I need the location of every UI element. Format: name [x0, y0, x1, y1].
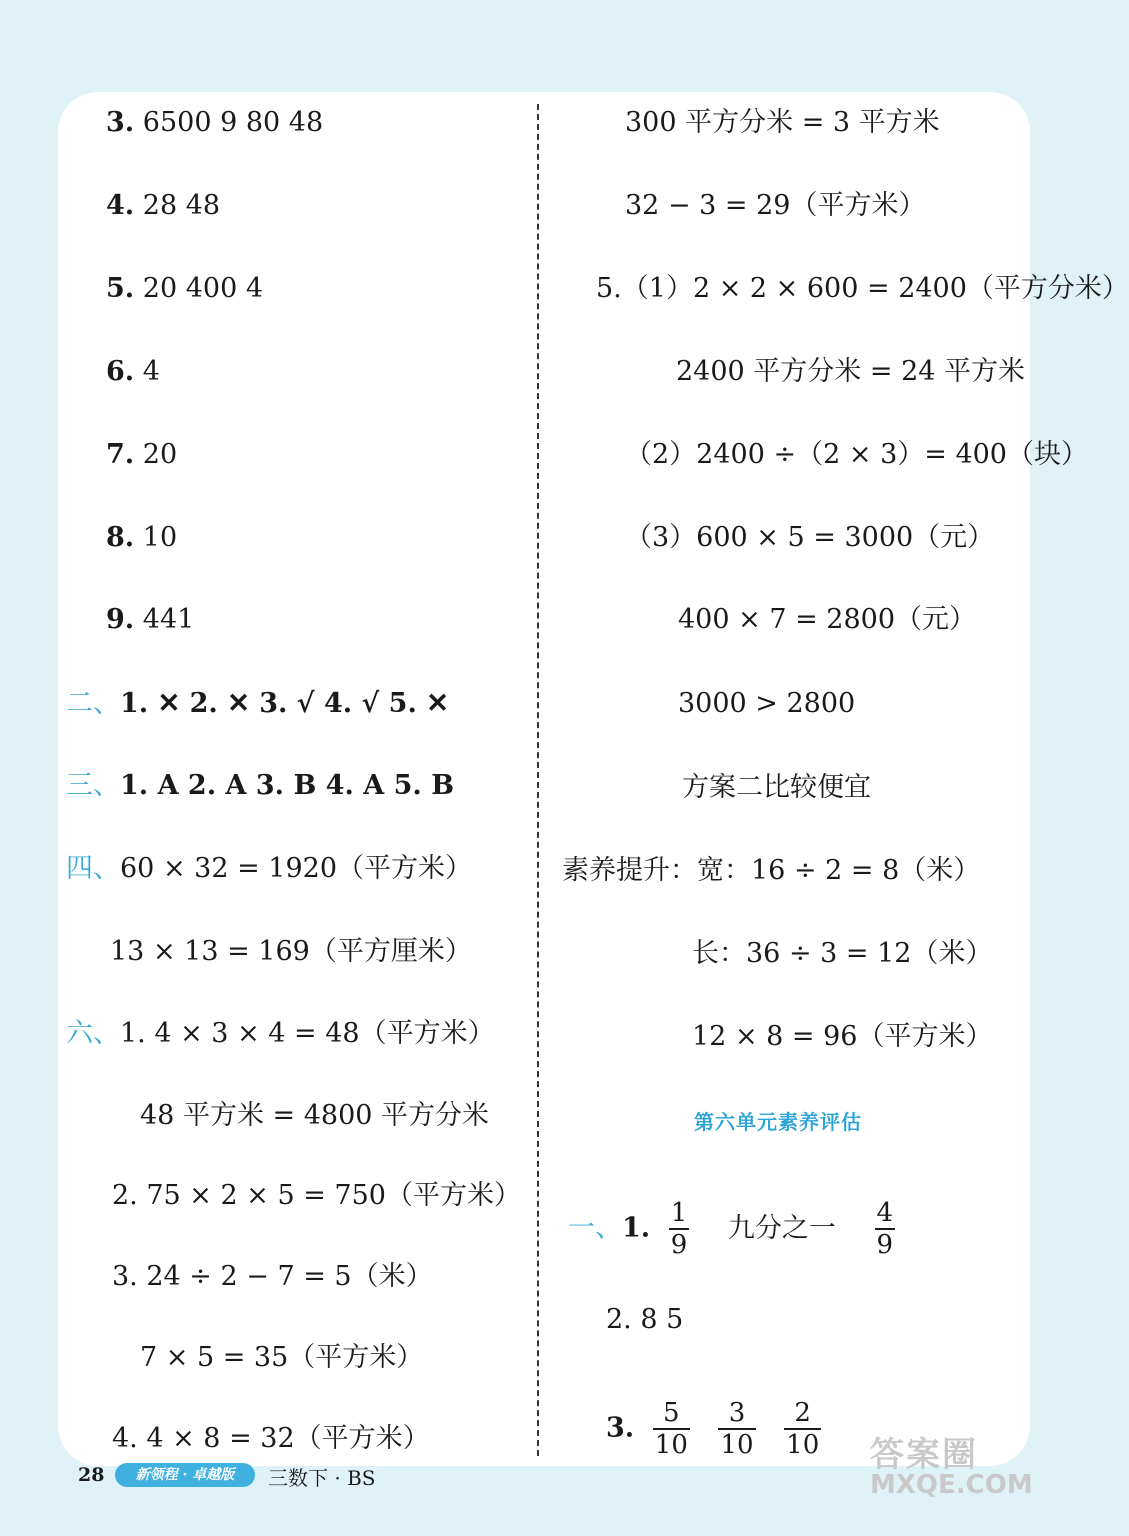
- column-divider: [537, 104, 539, 1456]
- section-6-q3b: 7 × 5 = 35（平方米）: [140, 1342, 424, 1373]
- grade-label: 三数下 · BS: [268, 1466, 376, 1490]
- answer-6: 6. 4: [106, 356, 160, 387]
- section-6-q1b: 48 平方米 = 4800 平方分米: [140, 1100, 490, 1131]
- unit6-q1: 一、1. $\frac{1}{9}$ 九分之一 $\frac{4}{9}$: [568, 1198, 894, 1260]
- fraction: $\frac{3}{10}$: [720, 1398, 754, 1460]
- answer-9: 9. 441: [106, 604, 195, 635]
- section-6-q2: 2. 75 × 2 × 5 = 750（平方米）: [112, 1180, 521, 1211]
- answer-8: 8. 10: [106, 522, 178, 553]
- answer-7: 7. 20: [106, 439, 178, 470]
- right-line-3: 5.（1）2 × 2 × 600 = 2400（平方分米）: [596, 273, 1129, 304]
- answer-3: 3. 6500 9 80 48: [106, 107, 324, 138]
- right-line-5: （2）2400 ÷（2 × 3）= 400（块）: [625, 439, 1088, 470]
- section-4-line1: 四、60 × 32 = 1920（平方米）: [66, 853, 473, 884]
- answer-4: 4. 28 48: [106, 190, 221, 221]
- page-number: 28: [78, 1464, 105, 1486]
- right-line-2: 32 − 3 = 29（平方米）: [625, 190, 926, 221]
- fraction: $\frac{4}{9}$: [876, 1198, 894, 1260]
- right-line-1: 300 平方分米 = 3 平方米: [625, 107, 940, 138]
- right-line-8: 3000 > 2800: [678, 688, 856, 719]
- section-3: 三、1. A 2. A 3. B 4. A 5. B: [66, 770, 455, 801]
- section-6-q1a: 六、1. 4 × 3 × 4 = 48（平方米）: [66, 1018, 495, 1049]
- section-6-q4: 4. 4 × 8 = 32（平方米）: [112, 1423, 430, 1454]
- right-line-9: 方案二比较便宜: [682, 772, 871, 803]
- section-2: 二、1. ✕ 2. ✕ 3. √ 4. √ 5. ✕: [66, 688, 449, 719]
- right-line-12: 12 × 8 = 96（平方米）: [692, 1021, 993, 1052]
- fraction: $\frac{2}{10}$: [786, 1398, 820, 1460]
- answer-5: 5. 20 400 4: [106, 273, 264, 304]
- right-line-7: 400 × 7 = 2800（元）: [678, 604, 977, 635]
- right-line-4: 2400 平方分米 = 24 平方米: [676, 356, 1026, 387]
- series-badge: 新领程 · 卓越版: [115, 1463, 255, 1487]
- fraction: $\frac{1}{9}$: [670, 1198, 688, 1260]
- section-title: 第六单元素养评估: [694, 1110, 862, 1134]
- fraction: $\frac{5}{10}$: [654, 1398, 688, 1460]
- unit6-q3: 3. $\frac{5}{10}$ $\frac{3}{10}$ $\frac{2}{10}$: [606, 1398, 820, 1460]
- unit6-q2: 2. 8 5: [606, 1304, 684, 1335]
- section-4-line2: 13 × 13 = 169（平方厘米）: [110, 936, 472, 967]
- section-6-q3a: 3. 24 ÷ 2 − 7 = 5（米）: [112, 1261, 433, 1292]
- right-line-10: 素养提升：宽：16 ÷ 2 = 8（米）: [562, 855, 981, 886]
- watermark-logo: 答案圈 MXQE.COM: [870, 1435, 1033, 1500]
- right-line-11: 长：36 ÷ 3 = 12（米）: [692, 938, 993, 969]
- right-line-6: （3）600 × 5 = 3000（元）: [625, 522, 995, 553]
